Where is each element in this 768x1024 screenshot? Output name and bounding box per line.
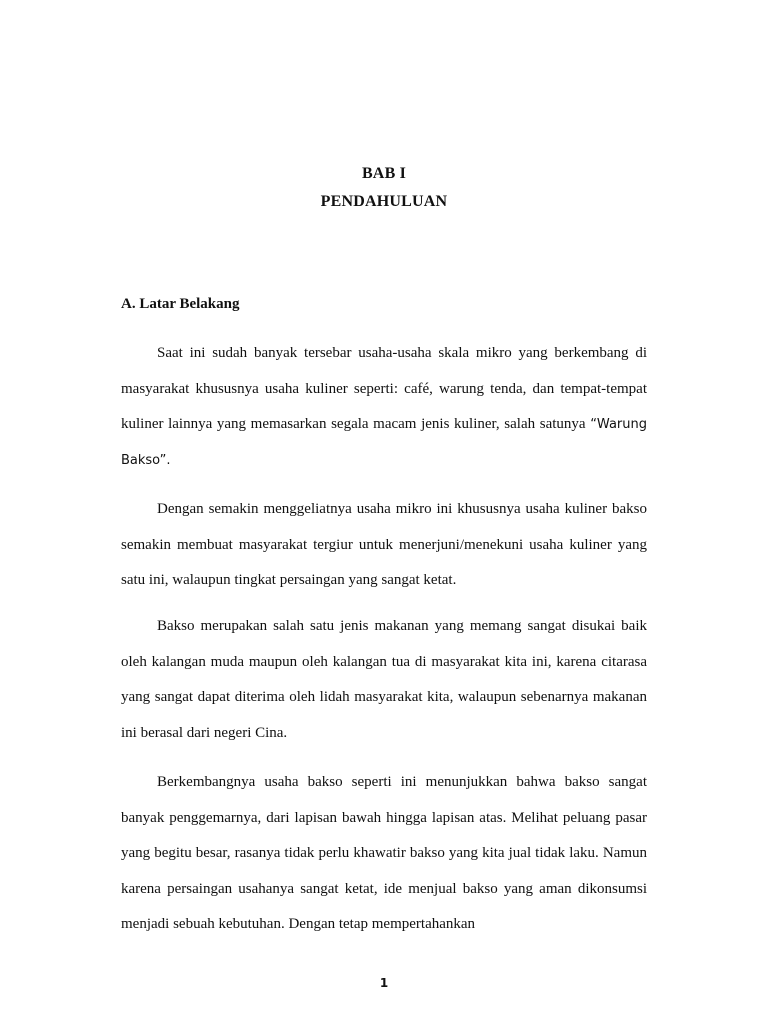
paragraph-4: Berkembangnya usaha bakso seperti ini menunjukkan bahwa bakso sangat banyak penggemarnya, dari lapisan bawah hingga lapisan atas. Melihat peluang pasar yang begitu besar, rasanya tidak perlu khawatir bakso yang kita jual tidak laku. Namun karena persaingan usahanya sangat ketat, ide menjual bakso yang aman dikonsumsi menjadi sebuah kebutuhan. Dengan tetap mempertahankan xyxy=(121,774,647,932)
paragraph-2: Dengan semakin menggeliatnya usaha mikro ini khususnya usaha kuliner bakso semakin membuat masyarakat tergiur untuk menerjuni/menekuni usaha kuliner yang satu ini, walaupun tingkat persaingan yang sangat ketat. xyxy=(121,501,647,588)
chapter-heading: BAB I xyxy=(361,165,407,182)
paragraph-1-quote: “Warung Bakso”. xyxy=(121,417,647,468)
paragraph-3: Bakso merupakan salah satu jenis makanan yang memang sangat disukai baik oleh kalangan muda maupun oleh kalangan tua di masyarakat kita ini, karena citarasa yang sangat dapat diterima oleh lidah masyarakat kita, walaupun sebenarnya makanan ini berasal dari negeri Cina. xyxy=(121,618,647,741)
paragraph-group-2 xyxy=(121,609,647,943)
paragraph-1 xyxy=(121,336,647,478)
chapter-title: PENDAHULUAN xyxy=(320,193,448,210)
paragraph-group-1 xyxy=(121,336,647,599)
section-heading: A. Latar Belakang xyxy=(121,296,240,312)
page-number: 1 xyxy=(379,976,389,990)
paragraph-1-text: Saat ini sudah banyak tersebar usaha-usaha skala mikro yang berkembang di masyarakat khususnya usaha kuliner seperti: café, warung tenda, dan tempat-tempat kuliner lainnya yang memasarkan segala macam jenis kuliner, salah satunya xyxy=(121,345,647,432)
